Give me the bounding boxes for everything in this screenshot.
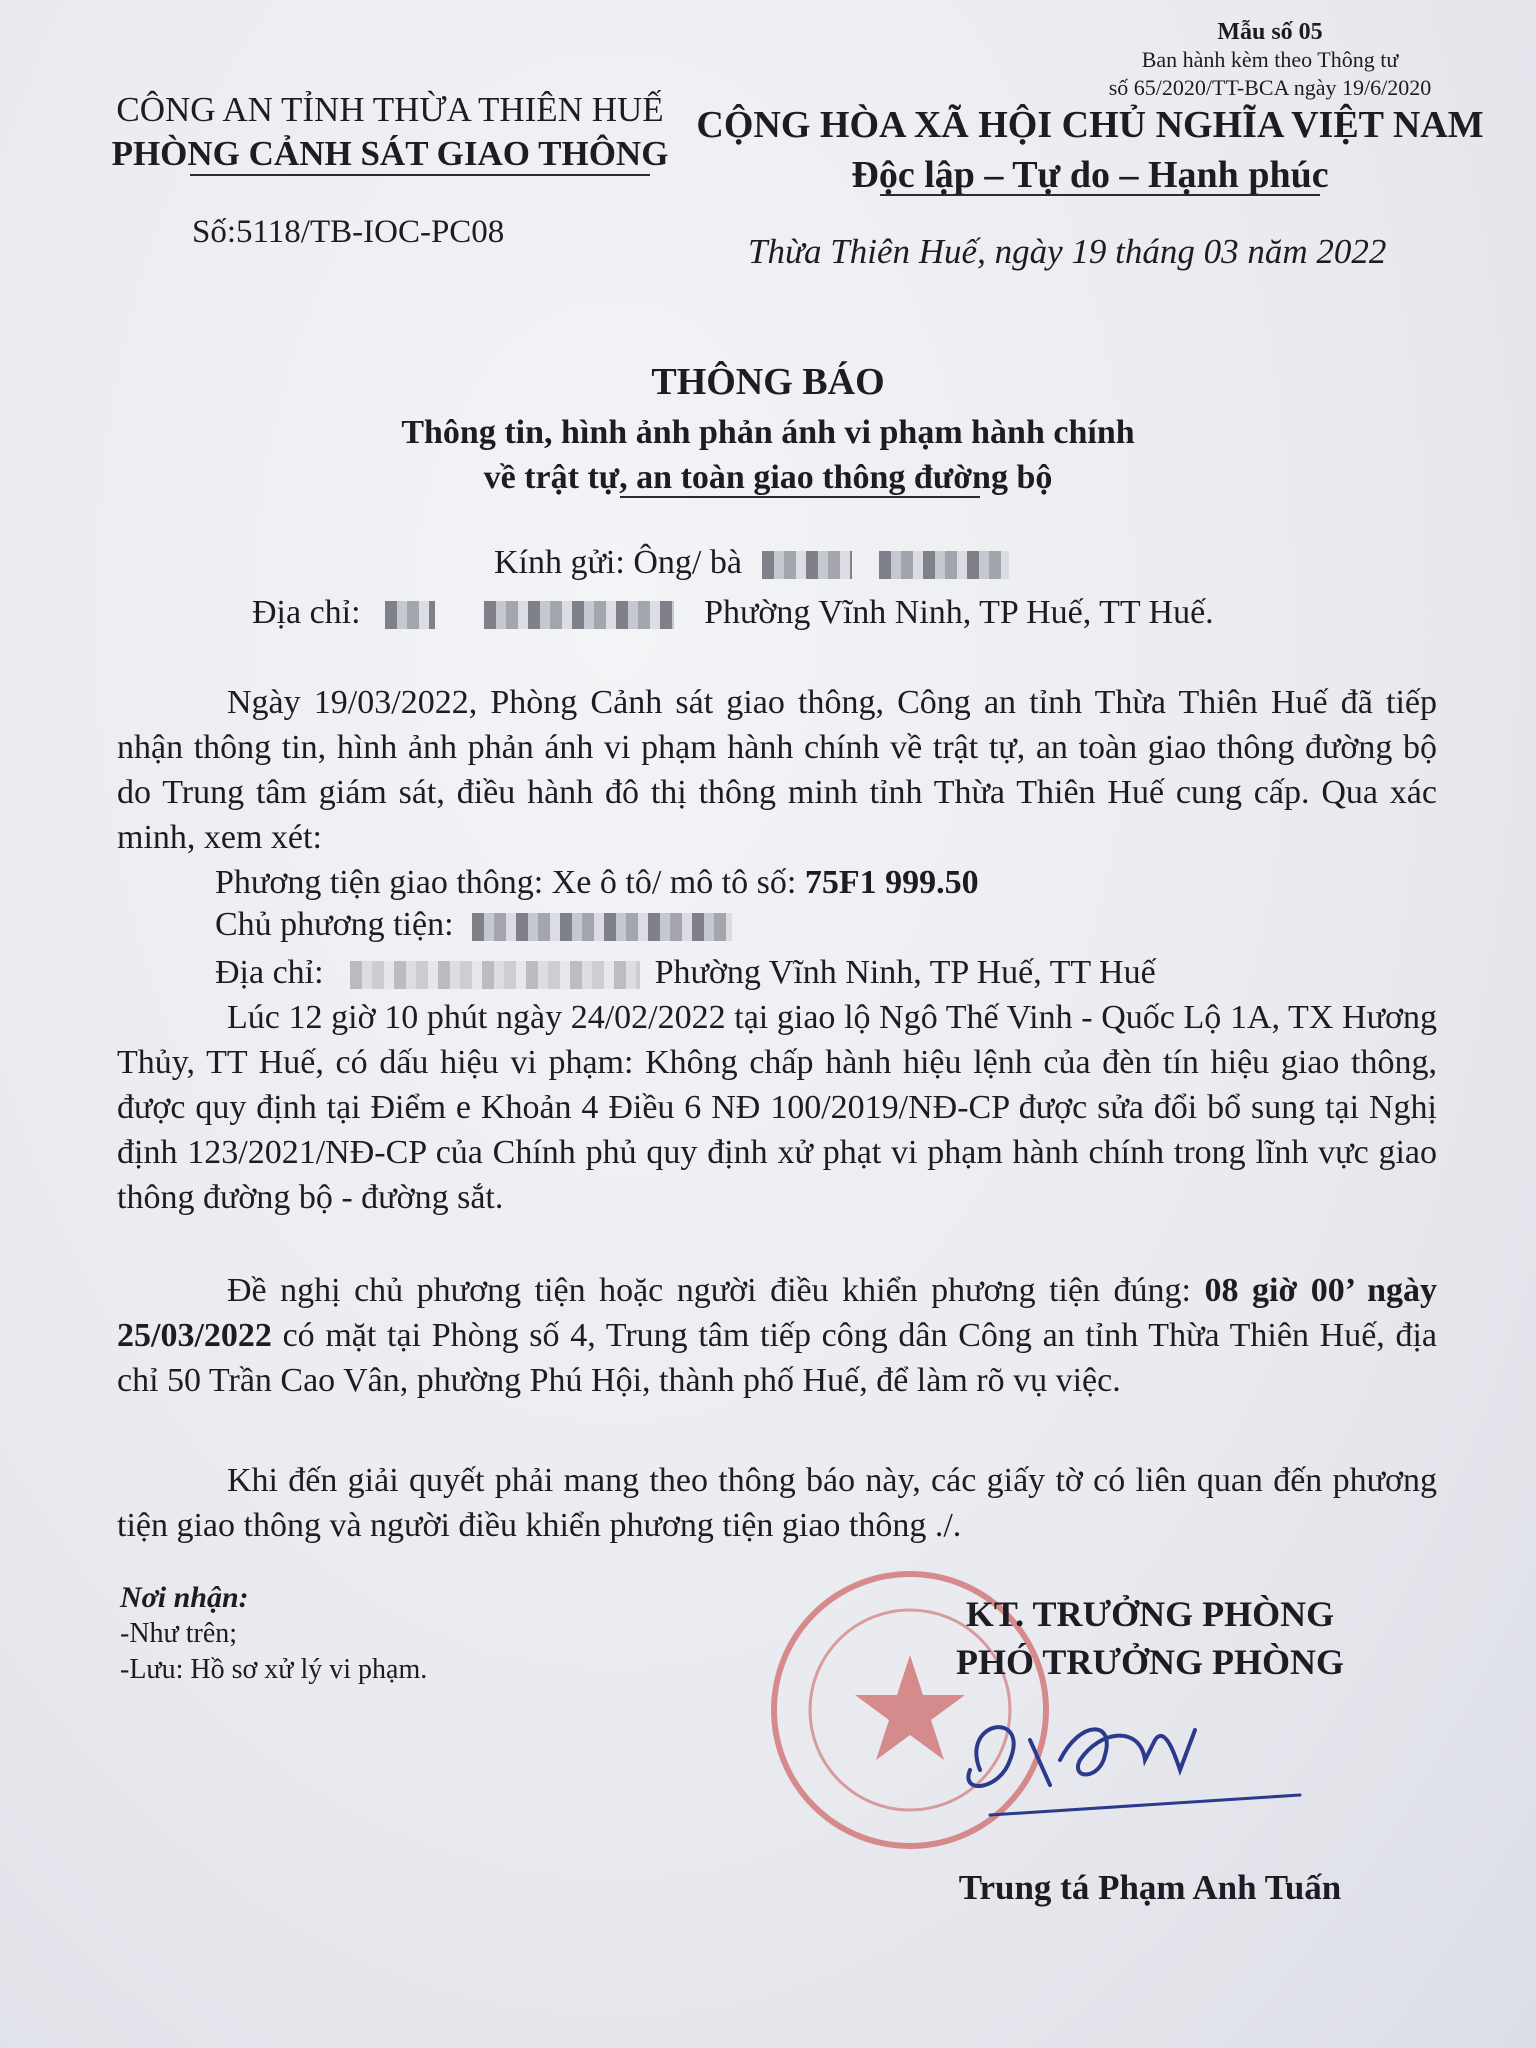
vehicle-line bbox=[215, 860, 979, 905]
document-title: THÔNG BÁO bbox=[651, 361, 885, 403]
paragraph-3 bbox=[117, 1268, 1437, 1403]
recipients-block bbox=[120, 1580, 427, 1688]
motto-underline bbox=[880, 194, 1320, 196]
recipient-line bbox=[494, 540, 1009, 585]
paragraph-4 bbox=[117, 1458, 1437, 1548]
recipient-address-line bbox=[252, 590, 1214, 635]
subtitle-line-2: về trật tự, an toàn giao thông đường bộ bbox=[483, 459, 1053, 496]
redacted-address bbox=[385, 601, 435, 629]
form-number: Mẫu số 05 bbox=[1217, 19, 1323, 45]
national-header bbox=[690, 100, 1490, 200]
recipient-greeting: Kính gửi: Ông/ bà bbox=[494, 544, 742, 581]
paragraph-1 bbox=[117, 680, 1437, 860]
sign-title-line-1: KT. TRƯỞNG PHÒNG bbox=[965, 1594, 1335, 1634]
org-line-2: PHÒNG CẢNH SÁT GIAO THÔNG bbox=[111, 134, 669, 173]
form-issued-line-1: Ban hành kèm theo Thông tư bbox=[1141, 47, 1399, 72]
redacted-address bbox=[484, 601, 674, 629]
owner-line bbox=[215, 902, 732, 947]
place-and-date: Thừa Thiên Huế, ngày 19 tháng 03 năm 2022 bbox=[748, 232, 1387, 271]
owner-label: Chủ phương tiện: bbox=[215, 906, 454, 943]
subtitle-line-1: Thông tin, hình ảnh phản ánh vi phạm hành chính bbox=[401, 414, 1135, 451]
redacted-owner bbox=[472, 913, 732, 941]
signature-title bbox=[830, 1590, 1470, 1686]
owner-address-label: Địa chỉ: bbox=[215, 954, 324, 991]
paragraph-2-text: Lúc 12 giờ 10 phút ngày 24/02/2022 tại giao lộ Ngô Thế Vinh - Quốc Lộ 1A, TX Hương Thủy, TT Huế, có dấu hiệu vi phạm: Không chấp hành hiệu lệnh của đèn tín hiệu giao thông, được quy định tại Điểm e Khoản 4 Điều 6 NĐ 100/2019/NĐ-CP được sửa đổi bổ sung tại Nghị định 123/2021/NĐ-CP của Chính phủ quy định xử phạt vi phạm hành chính trong lĩnh vực giao thông đường bộ - đường sắt. bbox=[117, 999, 1437, 1216]
nation-line-1: CỘNG HÒA XÃ HỘI CHỦ NGHĨA VIỆT NAM bbox=[696, 104, 1484, 146]
owner-address-line bbox=[215, 950, 1156, 995]
recipients-item-1: -Như trên; bbox=[120, 1618, 238, 1649]
redacted-owner-address bbox=[350, 961, 640, 989]
recipient-address-label: Địa chỉ: bbox=[252, 594, 361, 631]
recipient-address-tail: Phường Vĩnh Ninh, TP Huế, TT Huế. bbox=[704, 594, 1214, 631]
org-underline bbox=[190, 174, 650, 176]
paragraph-4-text: Khi đến giải quyết phải mang theo thông báo này, các giấy tờ có liên quan đến phương tiện giao thông và người điều khiển phương tiện giao thông ./. bbox=[117, 1462, 1437, 1544]
handwritten-signature bbox=[940, 1700, 1320, 1830]
document-number: Số:5118/TB-IOC-PC08 bbox=[192, 214, 505, 250]
redacted-name bbox=[762, 551, 852, 579]
org-line-1: CÔNG AN TỈNH THỪA THIÊN HUẾ bbox=[116, 90, 664, 129]
paragraph-3-text-c: có mặt tại Phòng số 4, Trung tâm tiếp công dân Công an tỉnh Thừa Thiên Huế, địa chỉ 50 Trần Cao Vân, phường Phú Hội, thành phố Huế, để làm rõ vụ việc. bbox=[117, 1317, 1437, 1399]
owner-address-tail: Phường Vĩnh Ninh, TP Huế, TT Huế bbox=[654, 954, 1156, 991]
issuing-organization bbox=[40, 88, 740, 176]
paragraph-1-text: Ngày 19/03/2022, Phòng Cảnh sát giao thông, Công an tỉnh Thừa Thiên Huế đã tiếp nhận thông tin, hình ảnh phản ánh vi phạm hành chính về trật tự, an toàn giao thông đường bộ do Trung tâm giám sát, điều hành đô thị thông minh tỉnh Thừa Thiên Huế cung cấp. Qua xác minh, xem xét: bbox=[117, 684, 1437, 856]
document-subtitle bbox=[0, 410, 1536, 500]
redacted-name bbox=[879, 551, 1009, 579]
form-reference bbox=[1060, 18, 1480, 102]
vehicle-label: Phương tiện giao thông: Xe ô tô/ mô tô số: bbox=[215, 864, 797, 901]
recipients-heading: Nơi nhận: bbox=[120, 1581, 249, 1614]
signer-name: Trung tá Phạm Anh Tuấn bbox=[958, 1868, 1342, 1907]
nation-line-2: Độc lập – Tự do – Hạnh phúc bbox=[851, 154, 1329, 196]
paragraph-2 bbox=[117, 995, 1437, 1220]
vehicle-plate: 75F1 999.50 bbox=[804, 864, 979, 901]
recipients-item-2: -Lưu: Hồ sơ xử lý vi phạm. bbox=[120, 1654, 428, 1685]
subtitle-underline bbox=[620, 496, 980, 498]
form-issued-line-2: số 65/2020/TT-BCA ngày 19/6/2020 bbox=[1108, 75, 1432, 100]
paragraph-3-text-a: Đề nghị chủ phương tiện hoặc người điều khiển phương tiện đúng: bbox=[227, 1272, 1192, 1309]
sign-title-line-2: PHÓ TRƯỞNG PHÒNG bbox=[955, 1642, 1344, 1682]
appointment-time: 08 giờ 00’ ngày 25/03/2022 bbox=[117, 1272, 1437, 1354]
